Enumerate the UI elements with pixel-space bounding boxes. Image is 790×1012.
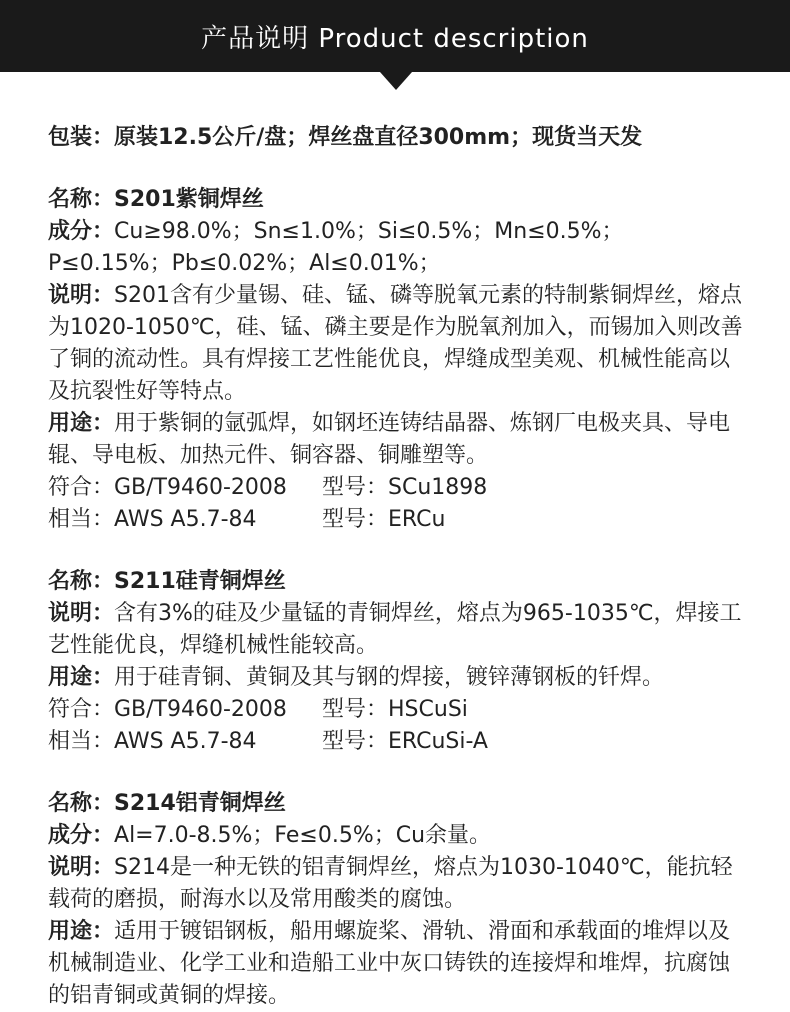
product-name-line: [48, 566, 744, 598]
name-label: 名称：: [48, 569, 115, 594]
usage-line: [48, 662, 744, 694]
standard-conform-line: [48, 472, 744, 504]
usage-label: 用途：: [48, 665, 115, 690]
product-name: S214铝青铜焊丝: [114, 791, 286, 816]
conform-model: 型号：SCu1898: [322, 475, 488, 500]
conform-model: 型号：HSCuSi: [322, 697, 468, 722]
equiv-model: 型号：ERCu: [322, 507, 446, 532]
description-label: 说明：: [48, 601, 115, 626]
description-text: S214是一种无铁的铝青铜焊丝，熔点为1030-1040℃，能抗轻载荷的磨损，耐海水以及常用酸类的腐蚀。: [48, 855, 733, 912]
conform-standard: 符合：GB/T9460-2008: [48, 697, 287, 722]
composition-label: 成分：: [48, 823, 115, 848]
description-line: [48, 280, 744, 408]
composition-line: [48, 820, 744, 852]
product-content: [0, 72, 790, 1012]
standard-conform-line: [48, 694, 744, 726]
packaging-info: 包装：原装12.5公斤/盘；焊丝盘直径300mm；现货当天发: [48, 125, 643, 150]
composition-text: Cu≥98.0%；Sn≤1.0%；Si≤0.5%；Mn≤0.5%；P≤0.15%；Pb≤0.02%；Al≤0.01%；: [48, 219, 624, 276]
usage-text: 用于硅青铜、黄铜及其与钢的焊接，镀锌薄钢板的钎焊。: [114, 665, 665, 690]
conform-standard: 符合：GB/T9460-2008: [48, 475, 287, 500]
equiv-model: 型号：ERCuSi-A: [322, 729, 488, 754]
description-text: S201含有少量锡、硅、锰、磷等脱氧元素的特制紫铜焊丝，熔点为1020-1050℃，硅、锰、磷主要是作为脱氧剂加入，而锡加入则改善了铜的流动性。具有焊接工艺性能优良，焊缝成型美观、机械性能高以及抗裂性好等特点。: [48, 283, 743, 404]
product-section-s211: [48, 566, 744, 758]
product-name: S201紫铜焊丝: [114, 187, 264, 212]
usage-line: [48, 916, 744, 1012]
composition-text: Al=7.0-8.5%；Fe≤0.5%；Cu余量。: [114, 823, 492, 848]
description-text: 含有3%的硅及少量锰的青铜焊丝，熔点为965-1035℃，焊接工艺性能优良，焊缝机械性能较高。: [48, 601, 742, 658]
product-name: S211硅青铜焊丝: [114, 569, 286, 594]
description-line: [48, 598, 744, 662]
header-pointer-arrow: [380, 72, 412, 90]
usage-text: 适用于镀铝钢板，船用螺旋桨、滑轨、滑面和承载面的堆焊以及机械制造业、化学工业和造船工业中灰口铸铁的连接焊和堆焊，抗腐蚀的铝青铜或黄铜的焊接。: [48, 919, 731, 1008]
equiv-standard: 相当：AWS A5.7-84: [48, 729, 257, 754]
equiv-standard: 相当：AWS A5.7-84: [48, 507, 257, 532]
usage-label: 用途：: [48, 919, 115, 944]
composition-label: 成分：: [48, 219, 115, 244]
usage-line: [48, 408, 744, 472]
product-section-s201: [48, 184, 744, 536]
name-label: 名称：: [48, 187, 115, 212]
section-header: [0, 0, 790, 72]
usage-text: 用于紫铜的氩弧焊，如钢坯连铸结晶器、炼钢厂电极夹具、导电辊、导电板、加热元件、铜容器、铜雕塑等。: [48, 411, 731, 468]
name-label: 名称：: [48, 791, 115, 816]
usage-label: 用途：: [48, 411, 115, 436]
standard-equiv-line: [48, 504, 744, 536]
header-title: 产品说明 Product description: [201, 23, 589, 54]
standard-equiv-line: [48, 726, 744, 758]
description-line: [48, 852, 744, 916]
composition-line: [48, 216, 744, 280]
description-label: 说明：: [48, 855, 115, 880]
product-section-s214: [48, 788, 744, 1012]
product-name-line: [48, 184, 744, 216]
description-label: 说明：: [48, 283, 115, 308]
product-name-line: [48, 788, 744, 820]
